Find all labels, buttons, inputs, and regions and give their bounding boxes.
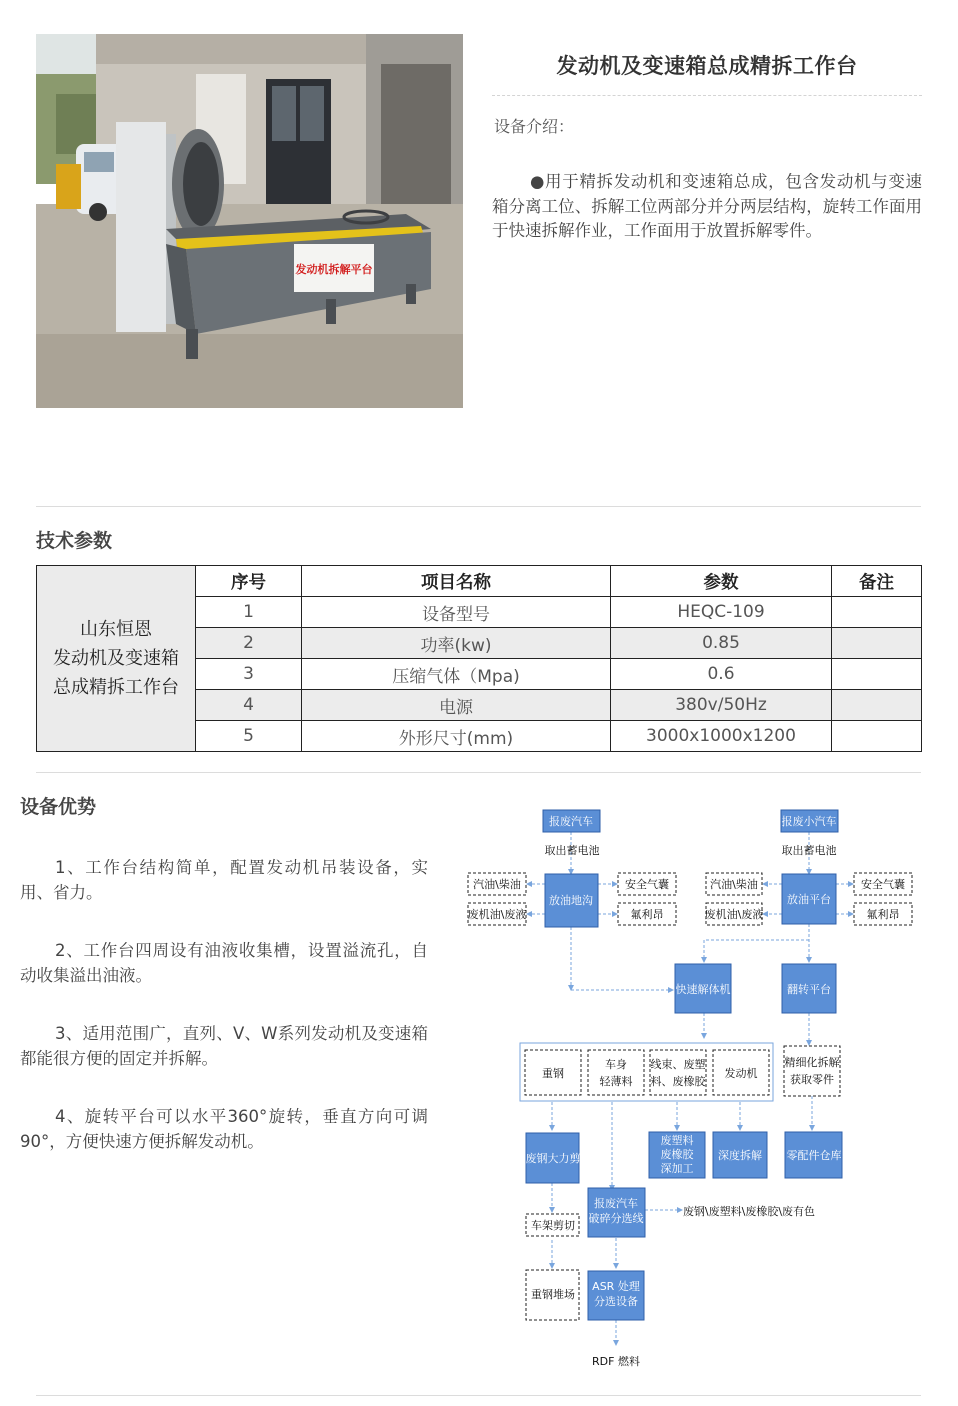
flow-fine-dismantle: 精细化拆解 bbox=[784, 1056, 840, 1069]
row-no: 4 bbox=[196, 690, 302, 721]
header-note: 备注 bbox=[832, 566, 922, 597]
flow-plastic: 废橡胶 bbox=[660, 1148, 694, 1161]
side-label-line: 总成精拆工作台 bbox=[53, 677, 179, 698]
flow-airbag: 安全气囊 bbox=[861, 878, 905, 891]
flow-asr: 分选设备 bbox=[594, 1295, 638, 1308]
flow-freon: 氟利昂 bbox=[866, 908, 900, 921]
table-side-label bbox=[37, 566, 196, 752]
row-note bbox=[832, 628, 922, 659]
flow-engine: 发动机 bbox=[724, 1067, 758, 1080]
header-value: 参数 bbox=[611, 566, 832, 597]
flow-remove-battery: 取出蓄电池 bbox=[544, 844, 600, 857]
intro-label: 设备介绍： bbox=[494, 117, 575, 136]
flow-wire: 料、废橡胶 bbox=[650, 1075, 706, 1088]
flow-plastic: 废塑料 bbox=[660, 1134, 694, 1147]
row-name: 设备型号 bbox=[302, 597, 611, 628]
advantage-item: 3、适用范围广，直列、V、W系列发动机及变速箱都能很方便的固定并拆解。 bbox=[20, 1024, 428, 1068]
flow-rdf: RDF 燃料 bbox=[592, 1355, 640, 1368]
flow-airbag: 安全气囊 bbox=[625, 878, 669, 891]
flow-flip-platform: 翻转平台 bbox=[787, 983, 831, 996]
header-name: 项目名称 bbox=[302, 566, 611, 597]
side-label-line: 发动机及变速箱 bbox=[53, 648, 179, 669]
row-no: 3 bbox=[196, 659, 302, 690]
row-name: 电源 bbox=[302, 690, 611, 721]
row-value: 3000x1000x1200 bbox=[611, 721, 832, 752]
advantages-list bbox=[20, 855, 428, 1187]
photo-sign-text: 发动机拆解平台 bbox=[295, 263, 373, 276]
bottom-divider bbox=[36, 1395, 921, 1396]
intro-text: ●用于精拆发动机和变速箱总成，包含发动机与变速箱分离工位、拆解工位两部分并分两层结构，旋转工作面用于快速拆解作业，工作面用于放置拆解零件。 bbox=[492, 172, 922, 240]
section-divider bbox=[36, 772, 921, 773]
row-name: 功率(kw) bbox=[302, 628, 611, 659]
row-note bbox=[832, 721, 922, 752]
flow-plastic: 深加工 bbox=[660, 1162, 694, 1175]
side-label-line: 山东恒恩 bbox=[80, 619, 152, 640]
flow-parts-warehouse: 零配件仓库 bbox=[786, 1149, 842, 1162]
flow-remove-battery: 取出蓄电池 bbox=[781, 844, 837, 857]
advantages-title: 设备优势 bbox=[20, 796, 97, 818]
flow-crush-line: 破碎分选线 bbox=[588, 1212, 644, 1225]
flow-waste-oil: 废机油\废液 bbox=[467, 908, 527, 921]
flow-shear: 废钢大力剪 bbox=[525, 1152, 581, 1165]
section-divider bbox=[36, 506, 921, 507]
flow-body-light: 车身 bbox=[605, 1058, 627, 1071]
product-title: 发动机及变速箱总成精拆工作台 bbox=[556, 54, 858, 78]
flow-freon: 氟利昂 bbox=[630, 908, 664, 921]
advantage-item: 2、工作台四周设有油液收集槽，设置溢流孔，自动收集溢出油液。 bbox=[20, 941, 428, 985]
product-photo bbox=[36, 34, 463, 408]
flow-wire: 线束、废塑 bbox=[650, 1058, 706, 1071]
tech-params-table bbox=[36, 565, 922, 752]
flow-waste-oil: 废机油\废液 bbox=[704, 908, 764, 921]
flow-deep-dismantle: 深度拆解 bbox=[718, 1149, 762, 1162]
row-no: 1 bbox=[196, 597, 302, 628]
flow-scrap-car: 报废汽车 bbox=[549, 815, 593, 828]
flow-steel-yard: 重钢堆场 bbox=[531, 1288, 575, 1301]
flow-drain-platform: 放油平台 bbox=[787, 893, 831, 906]
row-value: 380v/50Hz bbox=[611, 690, 832, 721]
flow-gas-diesel: 汽油\柴油 bbox=[473, 878, 521, 891]
advantage-item: 1、工作台结构简单，配置发动机吊装设备，实用、省力。 bbox=[20, 858, 428, 902]
flow-gas-diesel: 汽油\柴油 bbox=[710, 878, 758, 891]
header-no: 序号 bbox=[196, 566, 302, 597]
flow-frame-cut: 车架剪切 bbox=[531, 1219, 575, 1232]
row-note bbox=[832, 659, 922, 690]
advantage-item: 4、旋转平台可以水平360°旋转，垂直方向可调90°，方便快速方便拆解发动机。 bbox=[20, 1107, 428, 1151]
row-name: 外形尺寸(mm) bbox=[302, 721, 611, 752]
row-value: 0.6 bbox=[611, 659, 832, 690]
row-no: 5 bbox=[196, 721, 302, 752]
row-value: HEQC-109 bbox=[611, 597, 832, 628]
tech-params-title: 技术参数 bbox=[36, 530, 113, 552]
row-no: 2 bbox=[196, 628, 302, 659]
flow-heavy-steel: 重钢 bbox=[542, 1067, 564, 1080]
flow-crush-line: 报废汽车 bbox=[594, 1197, 638, 1210]
flow-crush-output: 废钢\废塑料\废橡胶\废有色 bbox=[682, 1205, 816, 1218]
flow-drain-pit: 放油地沟 bbox=[549, 894, 593, 907]
flow-scrap-small-car: 报废小汽车 bbox=[781, 815, 837, 828]
flow-asr: ASR 处理 bbox=[592, 1280, 640, 1293]
flow-fine-dismantle: 获取零件 bbox=[790, 1073, 834, 1086]
row-note bbox=[832, 597, 922, 628]
flow-quick-dismantle: 快速解体机 bbox=[675, 983, 731, 996]
row-name: 压缩气体（Mpa) bbox=[302, 659, 611, 690]
process-flow-diagram bbox=[460, 800, 940, 1380]
row-note bbox=[832, 690, 922, 721]
title-divider bbox=[492, 95, 922, 96]
flow-body-light: 轻薄料 bbox=[599, 1075, 633, 1088]
row-value: 0.85 bbox=[611, 628, 832, 659]
